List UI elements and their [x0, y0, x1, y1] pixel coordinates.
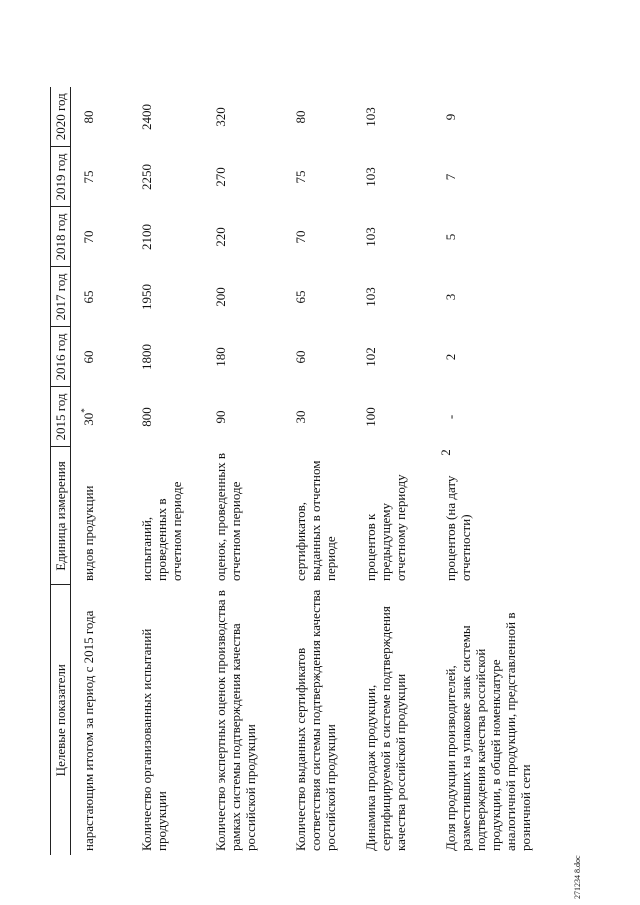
- value-cell: [433, 87, 551, 147]
- value-cell: [283, 267, 353, 327]
- value-cell: [433, 267, 551, 327]
- value-text: 65: [292, 290, 308, 304]
- value-cell: [71, 387, 129, 447]
- table-row: [203, 87, 283, 855]
- table-row: [433, 87, 551, 855]
- value-cell: [433, 207, 551, 267]
- value-text: 30: [292, 410, 308, 424]
- value-text: 220: [212, 227, 228, 247]
- header-year: 2020 год: [51, 87, 71, 147]
- value-text: 3: [442, 293, 458, 301]
- value-text: 1950: [138, 284, 154, 310]
- value-text: 80: [81, 110, 96, 124]
- header-year: 2016 год: [51, 327, 71, 387]
- unit-cell: видов продукции: [81, 485, 96, 581]
- value-text: 103: [362, 107, 378, 127]
- value-text: 100: [362, 407, 378, 427]
- header-year: 2015 год: [51, 387, 71, 447]
- footnote-mark: *: [79, 408, 90, 413]
- unit-cell: оценок, проведенных в отчетном периоде: [212, 452, 243, 581]
- value-cell: [353, 327, 433, 387]
- value-text: 1800: [138, 344, 154, 370]
- table-row: [353, 87, 433, 855]
- value-text: 70: [292, 230, 308, 244]
- value-cell: [203, 147, 283, 207]
- unit-cell: испытаний, проведенных в отчетном периоде: [138, 481, 184, 581]
- value-text: 7: [442, 173, 458, 181]
- value-text: 103: [362, 227, 378, 247]
- value-text: 75: [292, 170, 308, 184]
- value-text: 180: [212, 347, 228, 367]
- value-cell: [71, 267, 129, 327]
- value-cell: [203, 387, 283, 447]
- value-cell: [129, 267, 203, 327]
- value-text: 800: [138, 407, 154, 427]
- value-cell: [353, 207, 433, 267]
- value-cell: [203, 87, 283, 147]
- value-cell: [283, 147, 353, 207]
- file-name: 271234 8.doc: [573, 855, 582, 899]
- value-cell: [353, 387, 433, 447]
- header-year: 2017 год: [51, 267, 71, 327]
- indicator-cell: Количество экспертных оценок производства в рамках системы подтверждения качества российской продукции: [212, 590, 258, 851]
- table-header-row: [51, 87, 71, 855]
- value-cell: [71, 87, 129, 147]
- value-text: 102: [362, 347, 378, 367]
- unit-cell: процентов к предыдущему отчетному периоду: [362, 474, 408, 581]
- value-text: 80: [292, 110, 308, 124]
- value-text: 70: [81, 230, 96, 244]
- value-cell: [129, 87, 203, 147]
- value-cell: [283, 87, 353, 147]
- indicator-cell: нарастающим итогом за период с 2015 года: [81, 610, 96, 851]
- value-cell: [283, 327, 353, 387]
- value-text: -: [442, 414, 458, 420]
- value-text: 30: [81, 412, 96, 426]
- value-text: 2: [442, 353, 458, 361]
- table-row: [71, 87, 129, 855]
- page-number: 2: [438, 449, 453, 456]
- header-indicator: Целевые показатели: [51, 585, 71, 855]
- value-text: 2250: [138, 164, 154, 190]
- header-year: 2018 год: [51, 207, 71, 267]
- value-text: 2400: [138, 104, 154, 130]
- value-cell: [353, 147, 433, 207]
- value-text: 9: [442, 113, 458, 121]
- indicator-cell: Количество организованных испытаний продукции: [138, 628, 169, 851]
- header-unit: Единица измерения: [51, 447, 71, 585]
- table-row: [283, 87, 353, 855]
- value-text: 200: [212, 287, 228, 307]
- value-text: 90: [212, 410, 228, 424]
- value-text: 65: [81, 290, 96, 304]
- value-text: 320: [212, 107, 228, 127]
- value-text: 60: [81, 350, 96, 364]
- unit-cell: сертификатов, выданных в отчетном периоде: [292, 460, 338, 581]
- indicators-table: [50, 87, 551, 855]
- value-cell: [203, 207, 283, 267]
- value-cell: [203, 267, 283, 327]
- value-cell: [129, 387, 203, 447]
- indicator-cell: Количество выданных сертификатов соответствия системы подтверждения качества российской продукции: [292, 589, 338, 851]
- indicator-cell: Доля продукции производителей, разместивших на упаковке знак системы подтверждения качества российской продукции, в общей номенклатуре аналогичной продукции, представленной в розничной сети: [442, 612, 533, 851]
- indicator-cell: Динамика продаж продукции, сертифицируемой в системе подтверждения качества российской продукции: [362, 606, 408, 851]
- value-cell: [353, 267, 433, 327]
- value-cell: [203, 327, 283, 387]
- value-text: 2100: [138, 224, 154, 250]
- value-cell: [283, 387, 353, 447]
- value-text: 103: [362, 287, 378, 307]
- unit-cell: процентов (на дату отчетности): [442, 475, 473, 581]
- value-cell: [283, 207, 353, 267]
- value-text: 60: [292, 350, 308, 364]
- value-cell: [129, 147, 203, 207]
- value-cell: [433, 147, 551, 207]
- value-cell: [129, 327, 203, 387]
- value-cell: [71, 147, 129, 207]
- value-cell: [353, 87, 433, 147]
- value-cell: [129, 207, 203, 267]
- value-cell: [71, 327, 129, 387]
- table-row: [129, 87, 203, 855]
- value-text: 103: [362, 167, 378, 187]
- value-cell: [71, 207, 129, 267]
- value-text: 270: [212, 167, 228, 187]
- value-cell: [433, 327, 551, 387]
- value-cell: [433, 387, 551, 447]
- header-year: 2019 год: [51, 147, 71, 207]
- table-body: [71, 87, 551, 855]
- value-text: 75: [81, 170, 96, 184]
- value-text: 5: [442, 233, 458, 241]
